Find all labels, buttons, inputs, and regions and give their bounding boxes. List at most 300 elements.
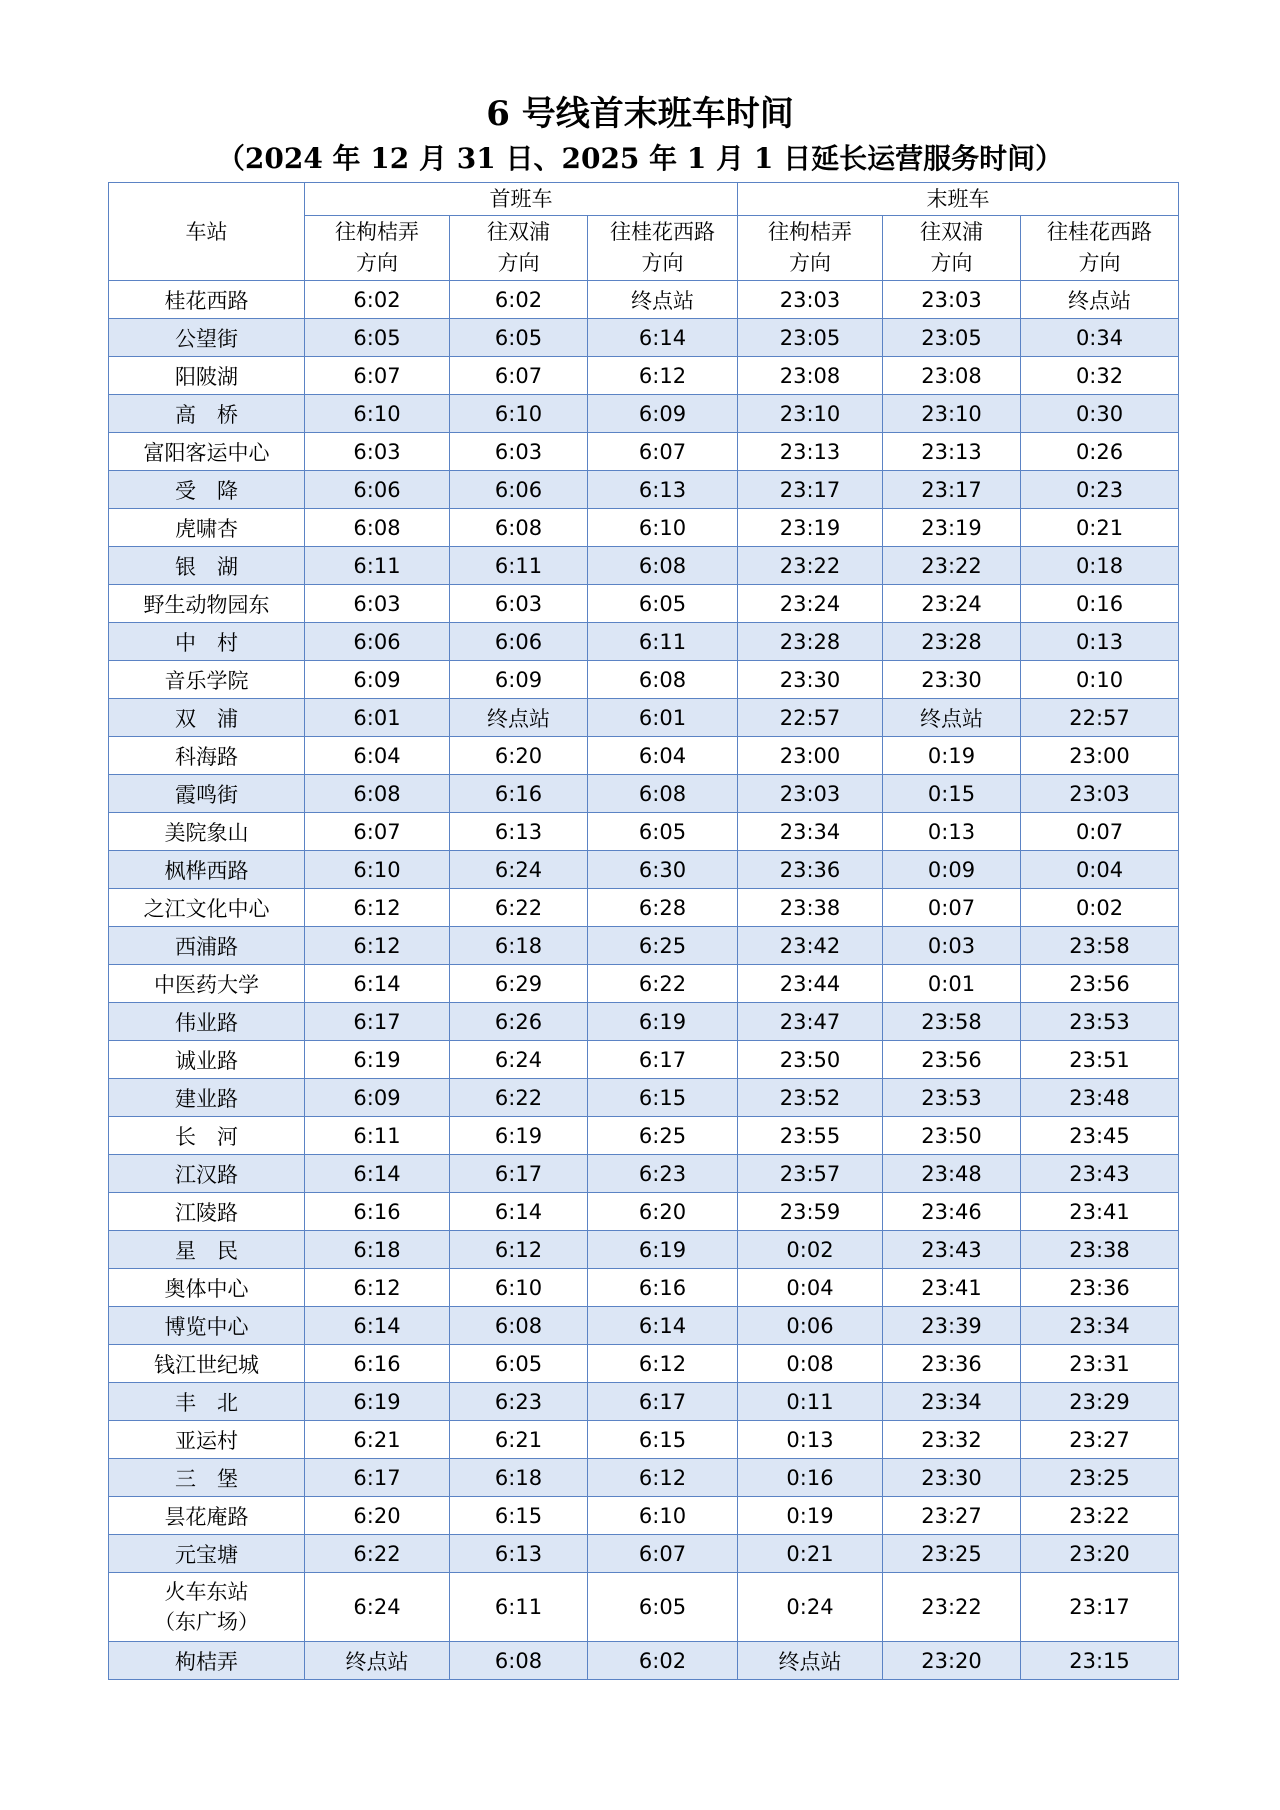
time-cell: 0:07 <box>1021 813 1179 851</box>
table-row <box>109 1269 1179 1307</box>
time-cell: 23:28 <box>883 623 1021 661</box>
time-cell: 23:30 <box>883 1459 1021 1497</box>
time-cell: 6:12 <box>450 1231 588 1269</box>
time-cell: 6:22 <box>588 965 738 1003</box>
time-cell: 6:09 <box>588 395 738 433</box>
time-cell: 6:03 <box>450 433 588 471</box>
time-cell: 23:25 <box>1021 1459 1179 1497</box>
time-cell: 6:17 <box>305 1003 450 1041</box>
time-cell: 0:19 <box>738 1497 883 1535</box>
time-cell: 23:10 <box>738 395 883 433</box>
time-cell: 6:02 <box>305 281 450 319</box>
time-cell: 6:07 <box>588 1535 738 1573</box>
time-cell: 6:10 <box>305 851 450 889</box>
table-row <box>109 623 1179 661</box>
time-cell: 6:08 <box>305 775 450 813</box>
table-row <box>109 1041 1179 1079</box>
timetable-body <box>109 281 1179 1680</box>
header-first-train: 首班车 <box>305 183 738 216</box>
time-cell: 23:03 <box>738 281 883 319</box>
time-cell: 23:08 <box>738 357 883 395</box>
time-cell: 6:05 <box>450 1345 588 1383</box>
time-cell: 0:01 <box>883 965 1021 1003</box>
time-cell: 6:20 <box>588 1193 738 1231</box>
time-cell: 6:05 <box>588 585 738 623</box>
time-cell: 23:36 <box>738 851 883 889</box>
header-direction: 往枸桔弄 方向 <box>305 216 450 281</box>
time-cell: 23:30 <box>883 661 1021 699</box>
time-cell: 0:21 <box>738 1535 883 1573</box>
station-name: 富阳客运中心 <box>109 433 305 471</box>
time-cell: 23:27 <box>883 1497 1021 1535</box>
time-cell: 6:25 <box>588 927 738 965</box>
time-cell: 6:19 <box>305 1383 450 1421</box>
time-cell: 0:23 <box>1021 471 1179 509</box>
time-cell: 6:13 <box>450 813 588 851</box>
time-cell: 6:05 <box>450 319 588 357</box>
time-cell: 6:01 <box>588 699 738 737</box>
time-cell: 0:16 <box>738 1459 883 1497</box>
station-name: 双 浦 <box>109 699 305 737</box>
time-cell: 6:08 <box>305 509 450 547</box>
table-row <box>109 1642 1179 1680</box>
time-cell: 6:25 <box>588 1117 738 1155</box>
time-cell: 23:03 <box>738 775 883 813</box>
time-cell: 6:15 <box>450 1497 588 1535</box>
table-row <box>109 1193 1179 1231</box>
time-cell: 6:19 <box>588 1231 738 1269</box>
time-cell: 6:03 <box>305 585 450 623</box>
time-cell: 6:15 <box>588 1421 738 1459</box>
time-cell: 6:08 <box>588 661 738 699</box>
time-cell: 6:23 <box>588 1155 738 1193</box>
time-cell: 6:07 <box>588 433 738 471</box>
time-cell: 6:23 <box>450 1383 588 1421</box>
station-name: 高 桥 <box>109 395 305 433</box>
time-cell: 0:13 <box>1021 623 1179 661</box>
station-name: 星 民 <box>109 1231 305 1269</box>
time-cell: 6:18 <box>305 1231 450 1269</box>
header-direction: 往桂花西路 方向 <box>588 216 738 281</box>
time-cell: 6:28 <box>588 889 738 927</box>
time-cell: 终点站 <box>305 1642 450 1680</box>
station-name: 丰 北 <box>109 1383 305 1421</box>
time-cell: 0:07 <box>883 889 1021 927</box>
time-cell: 6:16 <box>305 1193 450 1231</box>
time-cell: 6:21 <box>305 1421 450 1459</box>
page-subtitle: （2024 年 12 月 31 日、2025 年 1 月 1 日延长运营服务时间） <box>216 142 1064 175</box>
time-cell: 0:11 <box>738 1383 883 1421</box>
time-cell: 6:24 <box>450 1041 588 1079</box>
time-cell: 23:50 <box>883 1117 1021 1155</box>
station-name: 昙花庵路 <box>109 1497 305 1535</box>
time-cell: 23:05 <box>738 319 883 357</box>
station-name: 江陵路 <box>109 1193 305 1231</box>
table-row <box>109 737 1179 775</box>
time-cell: 23:47 <box>738 1003 883 1041</box>
time-cell: 6:14 <box>450 1193 588 1231</box>
time-cell: 6:02 <box>450 281 588 319</box>
station-name: 美院象山 <box>109 813 305 851</box>
station-name: 中医药大学 <box>109 965 305 1003</box>
time-cell: 23:43 <box>883 1231 1021 1269</box>
time-cell: 6:19 <box>588 1003 738 1041</box>
time-cell: 6:24 <box>450 851 588 889</box>
time-cell: 23:22 <box>1021 1497 1179 1535</box>
time-cell: 6:14 <box>588 1307 738 1345</box>
time-cell: 0:09 <box>883 851 1021 889</box>
time-cell: 0:30 <box>1021 395 1179 433</box>
table-row <box>109 1117 1179 1155</box>
station-name: 音乐学院 <box>109 661 305 699</box>
time-cell: 23:24 <box>883 585 1021 623</box>
time-cell: 23:10 <box>883 395 1021 433</box>
table-row <box>109 1535 1179 1573</box>
time-cell: 0:16 <box>1021 585 1179 623</box>
time-cell: 23:08 <box>883 357 1021 395</box>
time-cell: 6:18 <box>450 927 588 965</box>
time-cell: 23:22 <box>738 547 883 585</box>
station-name: 建业路 <box>109 1079 305 1117</box>
table-row <box>109 1307 1179 1345</box>
station-name: 亚运村 <box>109 1421 305 1459</box>
time-cell: 6:05 <box>305 319 450 357</box>
time-cell: 终点站 <box>588 281 738 319</box>
time-cell: 23:17 <box>738 471 883 509</box>
time-cell: 6:16 <box>450 775 588 813</box>
time-cell: 0:13 <box>738 1421 883 1459</box>
time-cell: 23:25 <box>883 1535 1021 1573</box>
time-cell: 6:13 <box>588 471 738 509</box>
header-direction: 往双浦 方向 <box>883 216 1021 281</box>
table-row <box>109 699 1179 737</box>
time-cell: 23:59 <box>738 1193 883 1231</box>
station-name: 奥体中心 <box>109 1269 305 1307</box>
time-cell: 23:34 <box>1021 1307 1179 1345</box>
time-cell: 6:07 <box>305 813 450 851</box>
time-cell: 6:17 <box>450 1155 588 1193</box>
time-cell: 6:03 <box>450 585 588 623</box>
time-cell: 0:02 <box>738 1231 883 1269</box>
time-cell: 0:21 <box>1021 509 1179 547</box>
header-station: 车站 <box>109 183 305 281</box>
time-cell: 23:28 <box>738 623 883 661</box>
station-name: 中 村 <box>109 623 305 661</box>
time-cell: 23:34 <box>738 813 883 851</box>
time-cell: 6:20 <box>450 737 588 775</box>
time-cell: 6:05 <box>588 813 738 851</box>
time-cell: 6:02 <box>588 1642 738 1680</box>
time-cell: 23:24 <box>738 585 883 623</box>
table-row <box>109 813 1179 851</box>
time-cell: 6:30 <box>588 851 738 889</box>
time-cell: 6:08 <box>588 775 738 813</box>
time-cell: 6:13 <box>450 1535 588 1573</box>
table-row <box>109 585 1179 623</box>
time-cell: 6:14 <box>305 1155 450 1193</box>
time-cell: 6:06 <box>305 471 450 509</box>
time-cell: 6:06 <box>305 623 450 661</box>
time-cell: 6:26 <box>450 1003 588 1041</box>
table-row <box>109 1573 1179 1642</box>
table-row <box>109 433 1179 471</box>
station-name: 霞鸣街 <box>109 775 305 813</box>
time-cell: 23:36 <box>1021 1269 1179 1307</box>
time-cell: 0:32 <box>1021 357 1179 395</box>
time-cell: 6:06 <box>450 471 588 509</box>
table-row <box>109 1003 1179 1041</box>
time-cell: 终点站 <box>738 1642 883 1680</box>
time-cell: 6:15 <box>588 1079 738 1117</box>
time-cell: 23:56 <box>1021 965 1179 1003</box>
time-cell: 6:10 <box>450 395 588 433</box>
station-name: 枫桦西路 <box>109 851 305 889</box>
time-cell: 23:00 <box>738 737 883 775</box>
time-cell: 23:03 <box>1021 775 1179 813</box>
time-cell: 23:56 <box>883 1041 1021 1079</box>
time-cell: 6:20 <box>305 1497 450 1535</box>
time-cell: 6:10 <box>588 509 738 547</box>
time-cell: 6:14 <box>305 965 450 1003</box>
station-name: 长 河 <box>109 1117 305 1155</box>
station-name: 钱江世纪城 <box>109 1345 305 1383</box>
table-row <box>109 319 1179 357</box>
table-row <box>109 889 1179 927</box>
time-cell: 6:11 <box>450 1573 588 1642</box>
time-cell: 6:08 <box>450 1307 588 1345</box>
station-name: 科海路 <box>109 737 305 775</box>
time-cell: 23:27 <box>1021 1421 1179 1459</box>
time-cell: 23:22 <box>883 1573 1021 1642</box>
table-row <box>109 1497 1179 1535</box>
time-cell: 6:06 <box>450 623 588 661</box>
time-cell: 终点站 <box>450 699 588 737</box>
time-cell: 22:57 <box>738 699 883 737</box>
time-cell: 6:12 <box>588 1345 738 1383</box>
time-cell: 0:19 <box>883 737 1021 775</box>
time-cell: 23:19 <box>738 509 883 547</box>
time-cell: 23:00 <box>1021 737 1179 775</box>
time-cell: 6:09 <box>450 661 588 699</box>
time-cell: 0:15 <box>883 775 1021 813</box>
time-cell: 23:15 <box>1021 1642 1179 1680</box>
time-cell: 23:03 <box>883 281 1021 319</box>
station-name: 伟业路 <box>109 1003 305 1041</box>
time-cell: 终点站 <box>883 699 1021 737</box>
time-cell: 0:08 <box>738 1345 883 1383</box>
time-cell: 6:07 <box>450 357 588 395</box>
time-cell: 23:58 <box>1021 927 1179 965</box>
time-cell: 0:02 <box>1021 889 1179 927</box>
time-cell: 23:46 <box>883 1193 1021 1231</box>
station-name: 之江文化中心 <box>109 889 305 927</box>
time-cell: 6:12 <box>305 889 450 927</box>
time-cell: 23:30 <box>738 661 883 699</box>
table-row <box>109 357 1179 395</box>
time-cell: 23:38 <box>738 889 883 927</box>
station-name: 虎啸杏 <box>109 509 305 547</box>
station-name: 三 堡 <box>109 1459 305 1497</box>
time-cell: 23:13 <box>883 433 1021 471</box>
time-cell: 23:19 <box>883 509 1021 547</box>
time-cell: 6:12 <box>305 927 450 965</box>
time-cell: 6:19 <box>450 1117 588 1155</box>
station-name: 诚业路 <box>109 1041 305 1079</box>
time-cell: 6:08 <box>588 547 738 585</box>
time-cell: 23:44 <box>738 965 883 1003</box>
table-row <box>109 471 1179 509</box>
time-cell: 23:50 <box>738 1041 883 1079</box>
header-direction: 往桂花西路 方向 <box>1021 216 1179 281</box>
time-cell: 6:22 <box>450 889 588 927</box>
time-cell: 23:17 <box>1021 1573 1179 1642</box>
time-cell: 6:19 <box>305 1041 450 1079</box>
time-cell: 6:14 <box>588 319 738 357</box>
table-row <box>109 661 1179 699</box>
table-row <box>109 927 1179 965</box>
station-name: 火车东站 （东广场） <box>109 1573 305 1642</box>
time-cell: 6:10 <box>588 1497 738 1535</box>
time-cell: 0:04 <box>1021 851 1179 889</box>
time-cell: 23:38 <box>1021 1231 1179 1269</box>
time-cell: 23:48 <box>1021 1079 1179 1117</box>
time-cell: 23:53 <box>1021 1003 1179 1041</box>
time-cell: 0:13 <box>883 813 1021 851</box>
time-cell: 6:16 <box>588 1269 738 1307</box>
station-name: 银 湖 <box>109 547 305 585</box>
time-cell: 23:43 <box>1021 1155 1179 1193</box>
time-cell: 6:12 <box>588 1459 738 1497</box>
table-row <box>109 1421 1179 1459</box>
time-cell: 6:08 <box>450 1642 588 1680</box>
time-cell: 0:10 <box>1021 661 1179 699</box>
time-cell: 23:45 <box>1021 1117 1179 1155</box>
time-cell: 23:13 <box>738 433 883 471</box>
time-cell: 0:24 <box>738 1573 883 1642</box>
station-name: 枸桔弄 <box>109 1642 305 1680</box>
time-cell: 6:03 <box>305 433 450 471</box>
time-cell: 6:24 <box>305 1573 450 1642</box>
time-cell: 6:22 <box>305 1535 450 1573</box>
time-cell: 6:14 <box>305 1307 450 1345</box>
table-row <box>109 965 1179 1003</box>
time-cell: 22:57 <box>1021 699 1179 737</box>
table-row <box>109 509 1179 547</box>
time-cell: 0:34 <box>1021 319 1179 357</box>
time-cell: 23:52 <box>738 1079 883 1117</box>
time-cell: 6:09 <box>305 661 450 699</box>
time-cell: 6:17 <box>588 1383 738 1421</box>
time-cell: 23:20 <box>883 1642 1021 1680</box>
time-cell: 23:39 <box>883 1307 1021 1345</box>
table-row <box>109 395 1179 433</box>
time-cell: 23:22 <box>883 547 1021 585</box>
time-cell: 23:36 <box>883 1345 1021 1383</box>
time-cell: 23:48 <box>883 1155 1021 1193</box>
time-cell: 6:16 <box>305 1345 450 1383</box>
time-cell: 23:34 <box>883 1383 1021 1421</box>
time-cell: 6:04 <box>588 737 738 775</box>
time-cell: 23:57 <box>738 1155 883 1193</box>
time-cell: 6:12 <box>588 357 738 395</box>
time-cell: 6:11 <box>305 1117 450 1155</box>
time-cell: 0:04 <box>738 1269 883 1307</box>
time-cell: 6:11 <box>450 547 588 585</box>
time-cell: 终点站 <box>1021 281 1179 319</box>
table-row <box>109 1155 1179 1193</box>
station-name: 博览中心 <box>109 1307 305 1345</box>
station-name: 阳陂湖 <box>109 357 305 395</box>
table-row <box>109 1383 1179 1421</box>
header-direction: 往枸桔弄 方向 <box>738 216 883 281</box>
table-row <box>109 775 1179 813</box>
time-cell: 23:17 <box>883 471 1021 509</box>
table-row <box>109 1345 1179 1383</box>
time-cell: 6:12 <box>305 1269 450 1307</box>
time-cell: 6:08 <box>450 509 588 547</box>
time-cell: 6:18 <box>450 1459 588 1497</box>
station-name: 野生动物园东 <box>109 585 305 623</box>
time-cell: 6:22 <box>450 1079 588 1117</box>
table-row <box>109 547 1179 585</box>
time-cell: 23:32 <box>883 1421 1021 1459</box>
station-name: 西浦路 <box>109 927 305 965</box>
time-cell: 23:41 <box>883 1269 1021 1307</box>
station-name: 元宝塘 <box>109 1535 305 1573</box>
time-cell: 6:21 <box>450 1421 588 1459</box>
time-cell: 23:05 <box>883 319 1021 357</box>
time-cell: 23:42 <box>738 927 883 965</box>
time-cell: 0:06 <box>738 1307 883 1345</box>
timetable <box>108 182 1179 1680</box>
time-cell: 6:07 <box>305 357 450 395</box>
time-cell: 23:58 <box>883 1003 1021 1041</box>
time-cell: 6:05 <box>588 1573 738 1642</box>
time-cell: 6:10 <box>450 1269 588 1307</box>
time-cell: 6:17 <box>305 1459 450 1497</box>
time-cell: 6:29 <box>450 965 588 1003</box>
station-name: 公望街 <box>109 319 305 357</box>
time-cell: 6:11 <box>588 623 738 661</box>
time-cell: 6:11 <box>305 547 450 585</box>
time-cell: 6:17 <box>588 1041 738 1079</box>
table-row <box>109 1231 1179 1269</box>
table-row <box>109 1079 1179 1117</box>
time-cell: 23:29 <box>1021 1383 1179 1421</box>
station-name: 桂花西路 <box>109 281 305 319</box>
time-cell: 0:18 <box>1021 547 1179 585</box>
time-cell: 23:55 <box>738 1117 883 1155</box>
table-row <box>109 281 1179 319</box>
header-last-train: 末班车 <box>738 183 1179 216</box>
time-cell: 23:20 <box>1021 1535 1179 1573</box>
time-cell: 6:10 <box>305 395 450 433</box>
time-cell: 23:53 <box>883 1079 1021 1117</box>
station-name: 江汉路 <box>109 1155 305 1193</box>
station-name: 受 降 <box>109 471 305 509</box>
time-cell: 6:01 <box>305 699 450 737</box>
header-direction: 往双浦 方向 <box>450 216 588 281</box>
time-cell: 6:04 <box>305 737 450 775</box>
table-row <box>109 1459 1179 1497</box>
page-title: 6 号线首末班车时间 <box>486 94 794 134</box>
time-cell: 23:51 <box>1021 1041 1179 1079</box>
table-row <box>109 851 1179 889</box>
time-cell: 23:41 <box>1021 1193 1179 1231</box>
time-cell: 0:03 <box>883 927 1021 965</box>
time-cell: 0:26 <box>1021 433 1179 471</box>
time-cell: 6:09 <box>305 1079 450 1117</box>
